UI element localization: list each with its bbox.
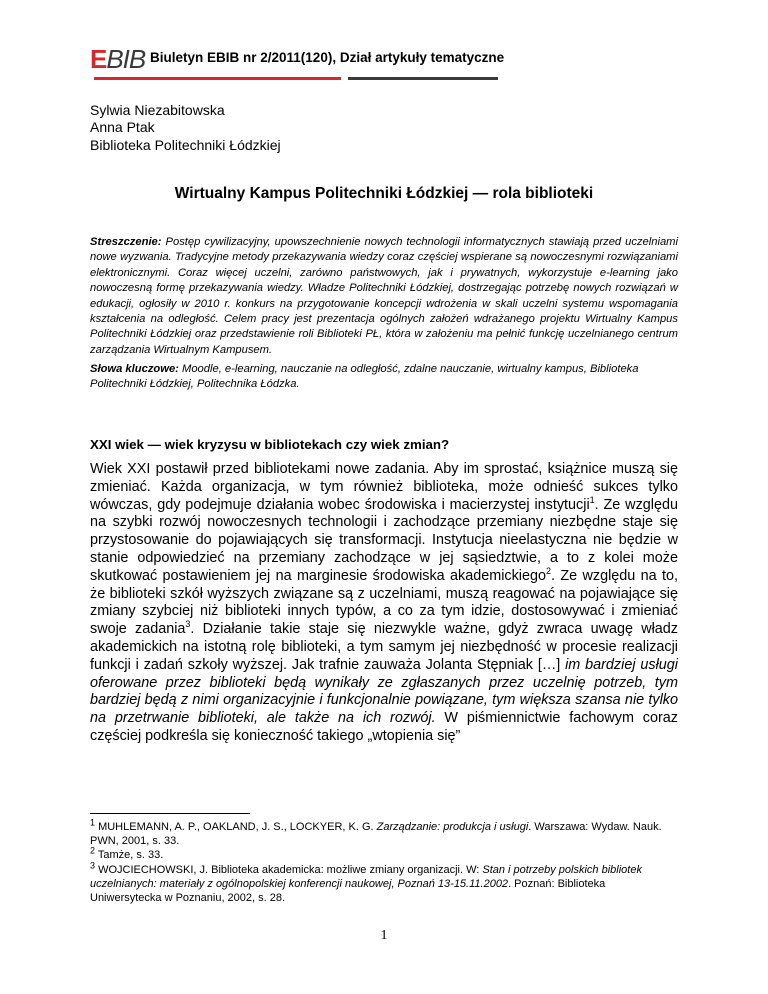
body-paragraph bbox=[90, 461, 678, 746]
footnote-separator bbox=[90, 813, 250, 814]
section-heading: XXI wiek — wiek kryzysu w bibliotekach czy wiek zmian? bbox=[90, 437, 450, 452]
header-rule-gray bbox=[348, 77, 498, 80]
body-text: . Ze względu na to, że biblioteki szkół wyższych związane są z uczelniami, muszą reagować na pojawiające się zmiany szybciej niż biblioteki innych typów, a co za tym idzie, dostosowywać i zmieniać swoje zadania bbox=[90, 567, 678, 638]
footnote-title: Stan i potrzeby polskich bibliotek uczelnianych: materiały z ogólnopolskiej konferencji naukowej, Poznań 13-15.11.2002 bbox=[90, 863, 642, 890]
footnote bbox=[90, 817, 678, 848]
footnote-text: WOJCIECHOWSKI, J. Biblioteka akademicka: możliwe zmiany organizacji. W: bbox=[95, 863, 483, 876]
keywords-label: Słowa kluczowe: bbox=[90, 363, 179, 375]
header-rule-red bbox=[94, 77, 341, 80]
author-name: Sylwia Niezabitowska bbox=[90, 102, 225, 118]
page-number: 1 bbox=[380, 928, 388, 943]
abstract-label: Streszczenie: bbox=[90, 236, 162, 248]
body-text: . Działanie takie staje się niezwykle ważne, gdyż zwraca uwagę władz akademickich na istotną rolę biblioteki, a tym samym jej niezbędność w procesie realizacji funkcji i zadań szkoły wyższej. Jak trafnie zauważa Jolanta Stępniak […] bbox=[90, 621, 678, 673]
body-text: Wiek XXI postawił przed bibliotekami nowe zadania. Aby im sprostać, książnice muszą się zmieniać. Każda organizacja, w tym również biblioteka, może odnieść sukces tylko wówczas, gdy podejmuje działania wobec środowiska i macierzystej instytucji bbox=[90, 461, 678, 513]
body-text: . Ze względu na szybki rozwój nowoczesnych technologii i zachodzące przemiany niezbędne staje się przystosowanie do pojawiających się transformacji. Instytucja nieelastyczna nie będzie w stanie odpowiedzieć na przemiany zachodzące w jej sąsiedztwie, a to z kolei może skutkować postawieniem jej na marginesie środowiska akademickiego bbox=[90, 496, 678, 584]
footnote-number: 1 bbox=[90, 817, 96, 828]
article-title: Wirtualny Kampus Politechniki Łódzkiej — rola biblioteki bbox=[174, 185, 594, 202]
footnote-text: Tamże, s. 33. bbox=[95, 849, 164, 862]
abstract bbox=[90, 235, 678, 358]
footnote-number: 3 bbox=[90, 859, 96, 870]
author-name: Anna Ptak bbox=[90, 119, 155, 136]
keywords-text: Moodle, e-learning, nauczanie na odległość, zdalne nauczanie, wirtualny kampus, Biblioteka Politechniki Łódzkiej, Politechnika Łódzka. bbox=[90, 363, 639, 391]
author-block bbox=[90, 102, 281, 154]
author-affiliation: Biblioteka Politechniki Łódzkiej bbox=[90, 136, 281, 153]
header-title: Biuletyn EBIB nr 2/2011(120), Dział artykuły tematyczne bbox=[150, 50, 505, 65]
footnote-ref: 2 bbox=[546, 565, 552, 576]
footnote-title: Zarządzanie: produkcja i usługi bbox=[376, 821, 529, 833]
ebib-logo: EBIB bbox=[90, 44, 146, 74]
keywords bbox=[90, 362, 678, 393]
footnotes bbox=[90, 817, 678, 905]
footnote-text: . Poznań: Biblioteka Uniwersytecka w Poznaniu, 2002, s. 28. bbox=[90, 877, 606, 905]
abstract-text: Postęp cywilizacyjny, upowszechnienie nowych technologii informatycznych stawiają przed uczelniami nowe wyzwania. Tradycyjne metody przekazywania wiedzy coraz częściej wspierane są nowoczesnymi rozwiązaniami elektronicznymi. Coraz więcej uczelni, zarówno państwowych, jak i prywatnych, wykorzystuje e-learning jako nowoczesną formę przekazywania wiedzy. Władze Politechniki Łódzkiej, dostrzegając potrzebę nowych rozwiązań w edukacji, ogłosiły w 2010 r. konkurs na przygotowanie koncepcji wdrożenia w skali uczelni systemu wspomagania kształcenia na odległość. Celem pracy jest prezentacja ogólnych założeń wdrażanego projektu Wirtualny Kampus Politechniki Łódzkiej oraz przedstawienie roli Biblioteki PŁ, która w założeniu ma pełnić funkcję uczelnianego centrum zarządzania Wirtualnym Kampusem. bbox=[90, 236, 678, 356]
quote: im bardziej usługi oferowane przez biblioteki będą wynikały ze zgłaszanych przez uczelnię potrzeb, tym bardziej będą z nimi organizacyjnie i funkcjonalnie powiązane, tym większa szansa nie tylko na przetrwanie biblioteki, ale także na ich rozwój. bbox=[90, 656, 678, 727]
footnote-number: 2 bbox=[90, 845, 96, 856]
footnote-text: . Warszawa: Wydaw. Nauk. PWN, 2001, s. 33. bbox=[90, 821, 662, 848]
body-text: W piśmiennictwie fachowym coraz częściej podkreśla się konieczność takiego „wtopienia się” bbox=[90, 710, 678, 744]
footnote-ref: 1 bbox=[589, 494, 595, 505]
footnote bbox=[90, 845, 678, 862]
footnote-text: MUHLEMANN, A. P., OAKLAND, J. S., LOCKYER, K. G. bbox=[95, 821, 377, 833]
footnote-ref: 3 bbox=[185, 619, 191, 630]
footnote bbox=[90, 859, 678, 906]
